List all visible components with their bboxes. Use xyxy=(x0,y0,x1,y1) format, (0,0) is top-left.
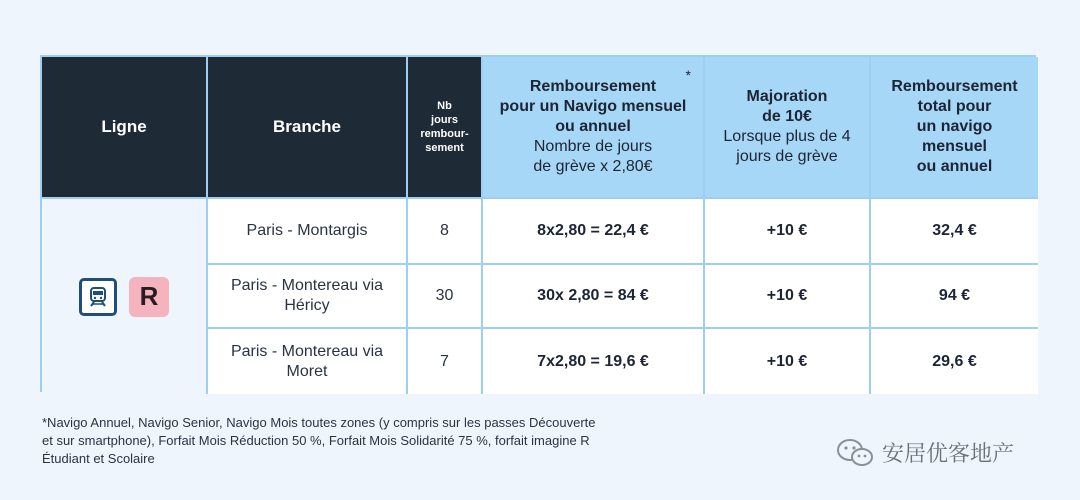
header-nb-jours: Nb jours rembour- sement xyxy=(408,57,483,199)
wechat-icon xyxy=(836,438,874,468)
rer-r-badge: R xyxy=(129,277,169,317)
row2-majoration: +10 € xyxy=(705,265,871,329)
refund-table xyxy=(40,55,1036,392)
row2-total: 94 € xyxy=(871,265,1038,329)
row1-majoration: +10 € xyxy=(705,199,871,265)
row1-branche: Paris - Montargis xyxy=(208,199,408,265)
footnote-star: * xyxy=(685,67,691,83)
footnote: *Navigo Annuel, Navigo Senior, Navigo Mois toutes zones (y compris sur les passes Découverte et sur smartphone), Forfait Mois Réduction 50 %, Forfait Mois Solidarité 75 %, forfait imagine R Étudiant et Scolaire xyxy=(42,415,596,466)
row1-total: 32,4 € xyxy=(871,199,1038,265)
train-icon xyxy=(79,278,117,316)
header-remboursement-total: Remboursement total pour un navigo mensuel ou annuel xyxy=(871,57,1038,199)
watermark xyxy=(836,437,1014,468)
row1-calcul: 8x2,80 = 22,4 € xyxy=(483,199,705,265)
row3-calcul: 7x2,80 = 19,6 € xyxy=(483,329,705,394)
row2-calcul: 30x 2,80 = 84 € xyxy=(483,265,705,329)
ligne-cell xyxy=(42,199,208,394)
row3-branche: Paris - Montereau via Moret xyxy=(208,329,408,394)
watermark-text: 安居优客地产 xyxy=(882,441,1015,466)
header-remboursement-navigo: * Remboursement pour un Navigo mensuel ou annuel Nombre de jours de grève x 2,80€ xyxy=(483,57,705,199)
row2-branche: Paris - Montereau via Héricy xyxy=(208,265,408,329)
header-majoration: Majoration de 10€ Lorsque plus de 4 jours de grève xyxy=(705,57,871,199)
row3-jours: 7 xyxy=(408,329,483,394)
row2-jours: 30 xyxy=(408,265,483,329)
row3-majoration: +10 € xyxy=(705,329,871,394)
header-branche: Branche xyxy=(208,57,408,199)
row1-jours: 8 xyxy=(408,199,483,265)
header-ligne: Ligne xyxy=(42,57,208,199)
row3-total: 29,6 € xyxy=(871,329,1038,394)
